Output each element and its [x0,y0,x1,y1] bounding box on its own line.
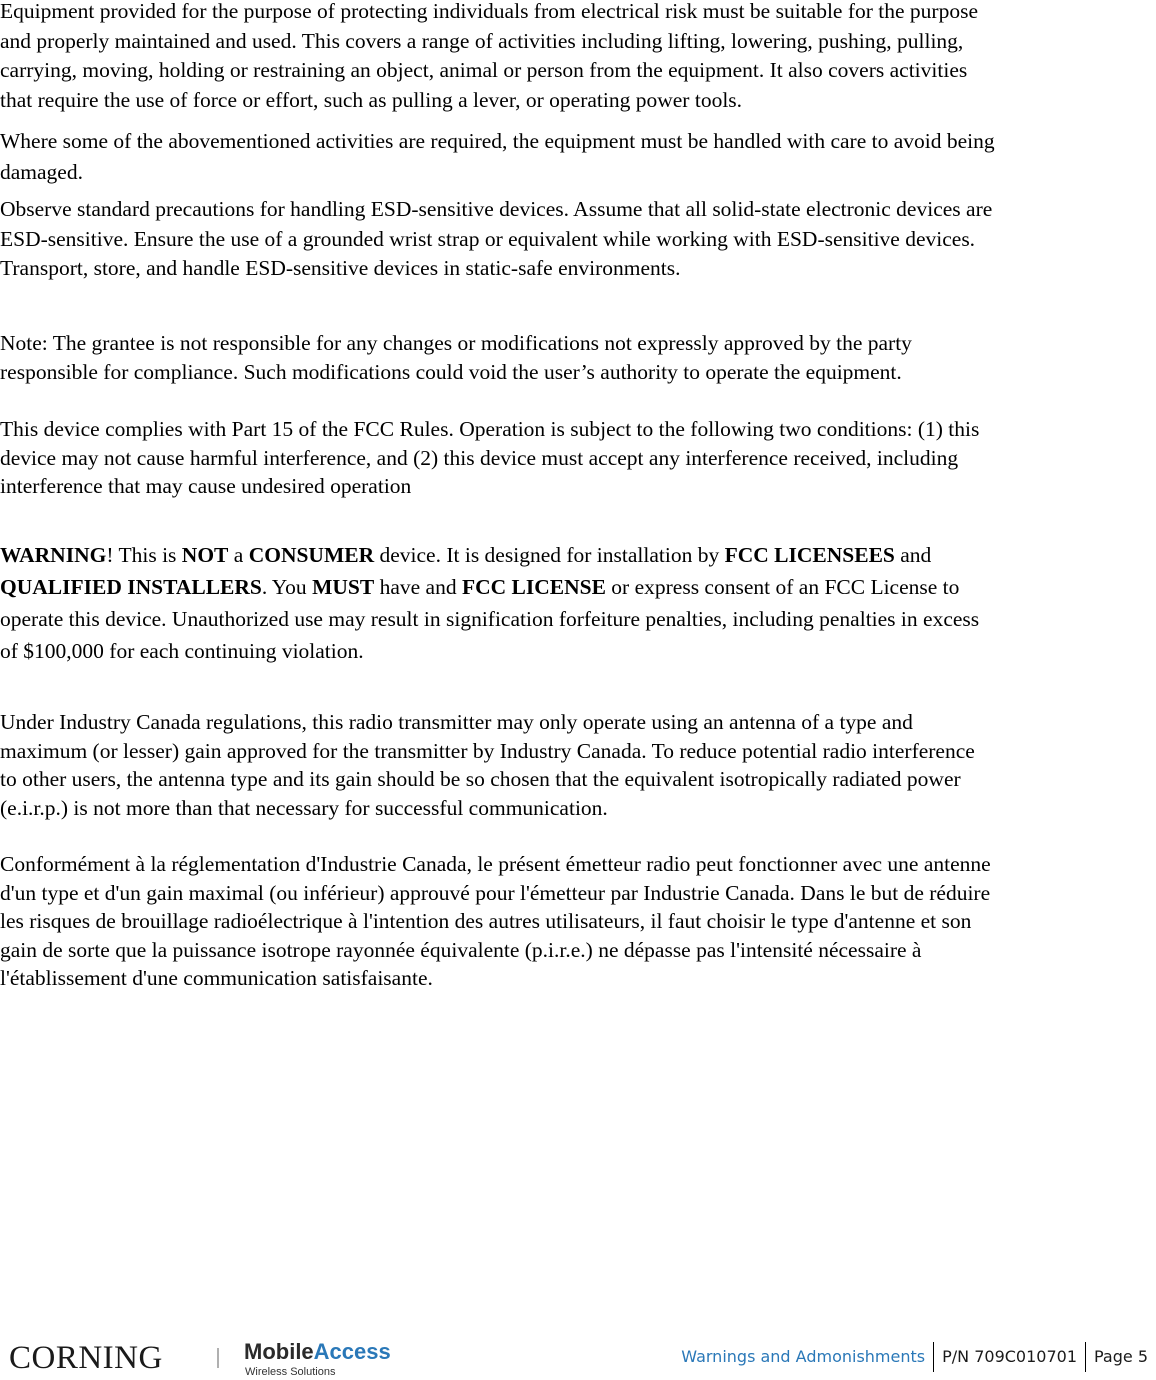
text-line: responsible for compliance. Such modifications could void the user’s authority to operate the equipment. [0,359,902,384]
text-line: l'établissement d'une communication satisfaisante. [0,966,433,990]
paragraph-industry-canada-fr [0,850,991,993]
emphasis-text: MUST [312,575,375,599]
logo-divider [217,1348,219,1368]
paragraph-fcc [0,415,979,501]
text-line: Where some of the abovementioned activities are required, the equipment must be handled with care to avoid being [0,129,995,153]
text-line: (e.i.r.p.) is not more than that necessary for successful communication. [0,795,608,820]
corning-logo: CORNING [9,1340,163,1376]
text-line: carrying, moving, holding or restraining an object, animal or person from the equipment. It also covers activities [0,58,968,82]
text-line: operate this device. Unauthorized use may result in signification forfeiture penalties, including penalties in excess [0,607,980,631]
footer-page-number: Page 5 [1094,1347,1148,1366]
footer-info [681,1342,1148,1372]
text-line: QUALIFIED INSTALLERS. You MUST have and FCC LICENSE or express consent of an FCC License to [0,575,960,599]
text-line: WARNING! This is NOT a CONSUMER device. It is designed for installation by FCC LICENSEES and [0,543,932,567]
mobileaccess-logo: MobileAccess [244,1339,391,1364]
text-line: Conformément à la réglementation d'Industrie Canada, le présent émetteur radio peut fonctionner avec une antenne [0,852,991,876]
footer-section-title: Warnings and Admonishments [681,1347,926,1366]
emphasis-text: FCC LICENSEES [724,543,895,567]
text-line: of $100,000 for each continuing violation. [0,639,364,663]
emphasis-text: QUALIFIED INSTALLERS [0,575,262,599]
text-line: les risques de brouillage radioélectrique à l'intention des autres utilisateurs, il faut choisir le type d'antenne et son [0,909,972,933]
page-footer [0,1330,1156,1380]
text-line: Under Industry Canada regulations, this radio transmitter may only operate using an antenna of a type and [0,710,913,734]
emphasis-text: CONSUMER [248,543,375,567]
emphasis-text: FCC LICENSE [461,575,606,599]
text-line: that require the use of force or effort, such as pulling a lever, or operating power tools. [0,87,743,112]
text-line: This device complies with Part 15 of the FCC Rules. Operation is subject to the following two conditions: (1) this [0,417,980,441]
warning-keyword: WARNING [0,543,107,567]
emphasis-text: NOT [181,543,229,567]
paragraph-warning [0,539,979,667]
text-line: and properly maintained and used. This covers a range of activities including lifting, lowering, pushing, pulling, [0,28,964,53]
text-line: Transport, store, and handle ESD-sensitive devices in static-safe environments. [0,256,681,280]
text-line: maximum (or lesser) gain approved for the transmitter by Industry Canada. To reduce potential radio interference [0,738,975,763]
text-line: Equipment provided for the purpose of protecting individuals from electrical risk must be suitable for the purpose [0,0,978,23]
text-line: Note: The grantee is not responsible for any changes or modifications not expressly approved by the party [0,331,912,355]
text-line: Observe standard precautions for handling ESD-sensitive devices. Assume that all solid-state electronic devices are [0,197,993,221]
text-line: device may not cause harmful interference, and (2) this device must accept any interference received, including [0,445,959,470]
paragraph-handling [0,126,995,188]
footer-part-number: P/N 709C010701 [942,1347,1077,1366]
text-line: d'un type et d'un gain maximal (ou inférieur) approuvé pour l'émetteur par Industrie Canada. Dans le but de réduire [0,880,991,905]
paragraph-industry-canada-en [0,708,975,822]
paragraph-note [0,329,912,386]
text-line: gain de sorte que la puissance isotrope rayonnée équivalente (p.i.r.e.) ne dépasse pas l'intensité nécessaire à [0,937,922,962]
text-line: interference that may cause undesired operation [0,474,412,498]
text-line: to other users, the antenna type and its gain should be so chosen that the equivalent isotropically radiated power [0,767,961,791]
paragraph-equipment [0,0,978,115]
text-line: damaged. [0,160,83,184]
paragraph-esd [0,195,992,284]
text-line: ESD-sensitive. Ensure the use of a grounded wrist strap or equivalent while working with ESD-sensitive devices. [0,226,976,251]
logo-tagline: Wireless Solutions [245,1366,336,1378]
